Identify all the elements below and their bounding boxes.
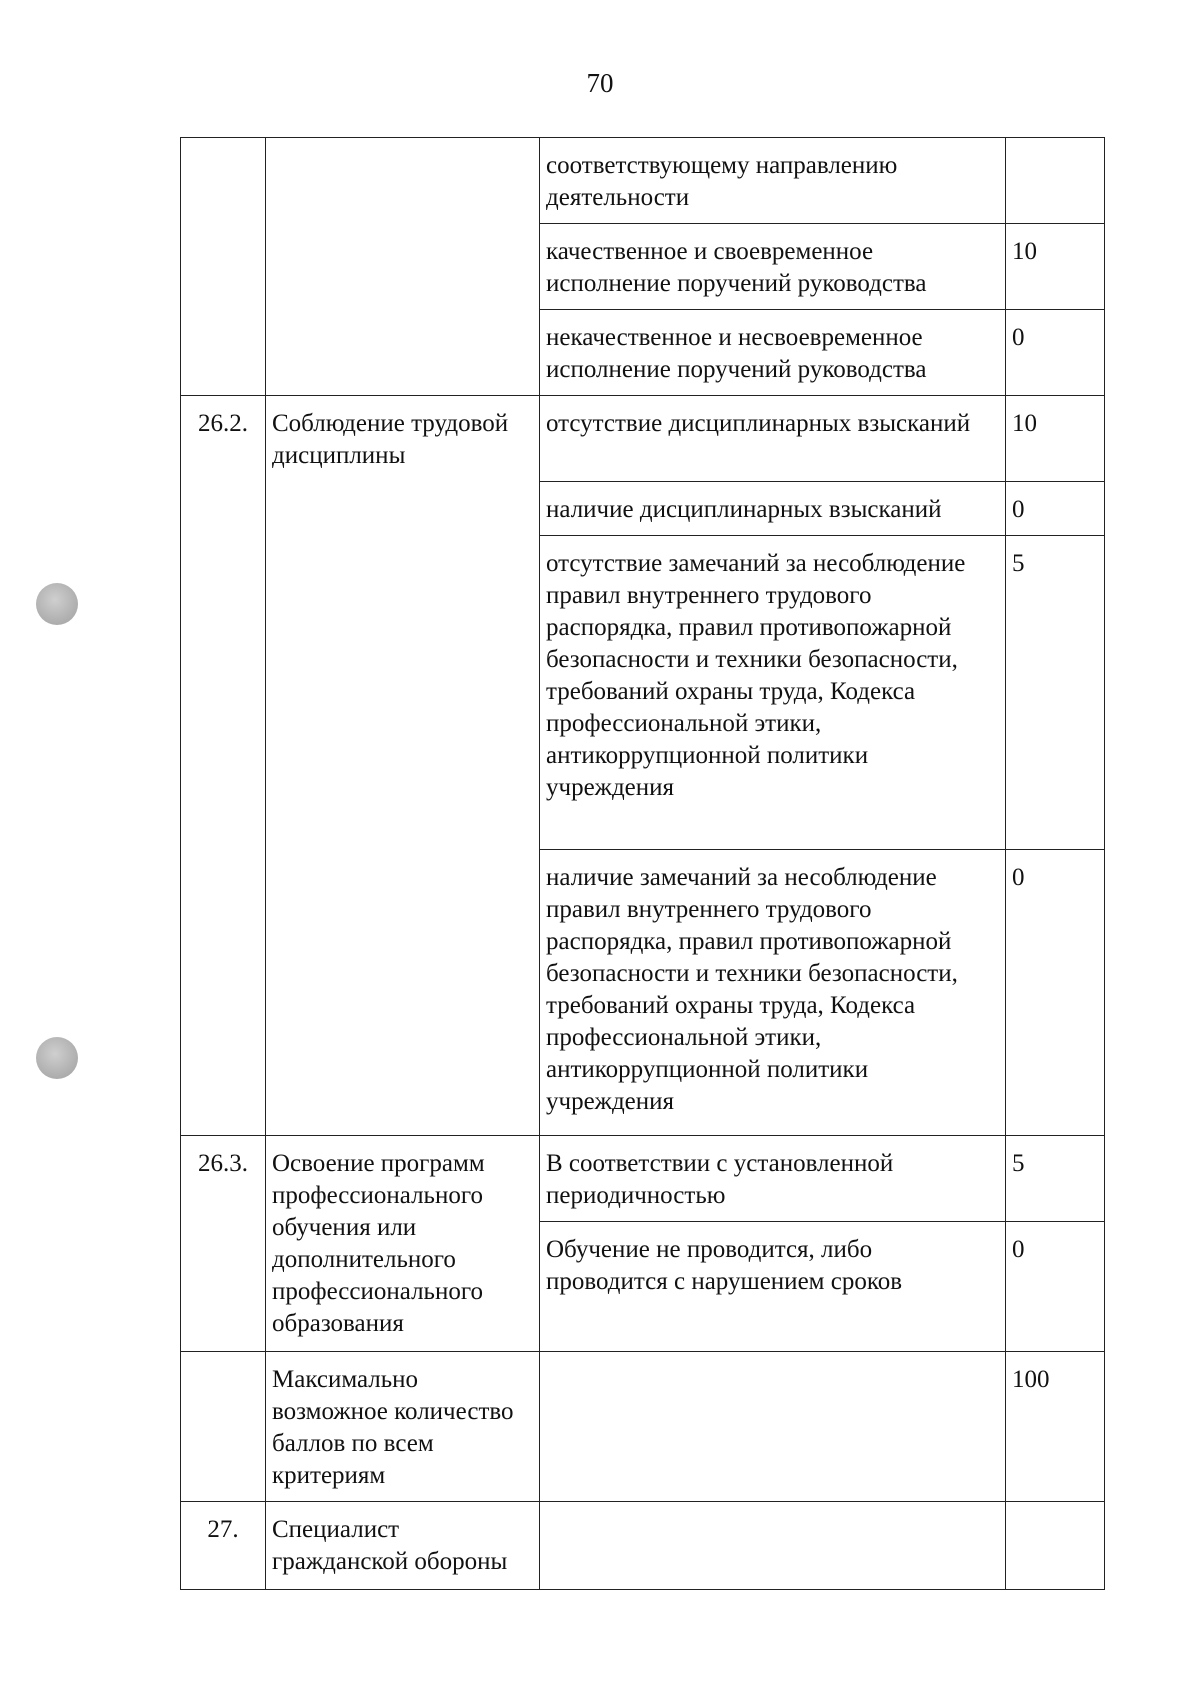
table-row [181, 138, 1105, 224]
max-score-label: Максимально возможное количество баллов по всем критериям [266, 1352, 540, 1502]
criterion-title: Соблюдение трудовой дисциплины [266, 396, 540, 1136]
score-cell: 0 [1006, 850, 1105, 1136]
indicator-cell [540, 1502, 1006, 1590]
score-cell: 5 [1006, 536, 1105, 850]
page-number: 70 [586, 68, 614, 98]
criterion-title: Специалист гражданской обороны [266, 1502, 540, 1590]
indicator-cell: отсутствие дисциплинарных взысканий [540, 396, 1006, 482]
indicator-cell: качественное и своевременное исполнение поручений руководства [540, 224, 1006, 310]
indicator-cell: отсутствие замечаний за несоблюдение правил внутреннего трудового распорядка, правил противопожарной безопасности и техники безопасности, требований охраны труда, Кодекса профессиональной этики, антикоррупционной политики учреждения [540, 536, 1006, 850]
score-cell: 0 [1006, 1222, 1105, 1352]
criteria-table [180, 137, 1105, 1590]
section-number: 26.3. [181, 1136, 266, 1352]
punch-hole-mark [36, 583, 78, 625]
indicator-cell: наличие дисциплинарных взысканий [540, 482, 1006, 536]
table-row [181, 1136, 1105, 1222]
indicator-cell: Обучение не проводится, либо проводится с нарушением сроков [540, 1222, 1006, 1352]
table-row [181, 396, 1105, 482]
criterion-cell [266, 138, 540, 396]
score-cell: 10 [1006, 396, 1105, 482]
section-number: 26.2. [181, 396, 266, 1136]
number-cell [181, 138, 266, 396]
indicator-cell: наличие замечаний за несоблюдение правил внутреннего трудового распорядка, правил противопожарной безопасности и техники безопасности, требований охраны труда, Кодекса профессиональной этики, антикоррупционной политики учреждения [540, 850, 1006, 1136]
number-cell [181, 1352, 266, 1502]
score-cell [1006, 1502, 1105, 1590]
section-number: 27. [181, 1502, 266, 1590]
score-cell: 0 [1006, 310, 1105, 396]
punch-hole-mark [36, 1037, 78, 1079]
criterion-title: Освоение программ профессионального обучения или дополнительного профессионального образования [266, 1136, 540, 1352]
indicator-cell [540, 1352, 1006, 1502]
score-cell [1006, 138, 1105, 224]
table-row [181, 1502, 1105, 1590]
indicator-cell: В соответствии с установленной периодичностью [540, 1136, 1006, 1222]
max-score-value: 100 [1006, 1352, 1105, 1502]
indicator-cell: некачественное и несвоевременное исполнение поручений руководства [540, 310, 1006, 396]
score-cell: 10 [1006, 224, 1105, 310]
table-row [181, 1352, 1105, 1502]
score-cell: 0 [1006, 482, 1105, 536]
indicator-cell: соответствующему направлению деятельности [540, 138, 1006, 224]
score-cell: 5 [1006, 1136, 1105, 1222]
